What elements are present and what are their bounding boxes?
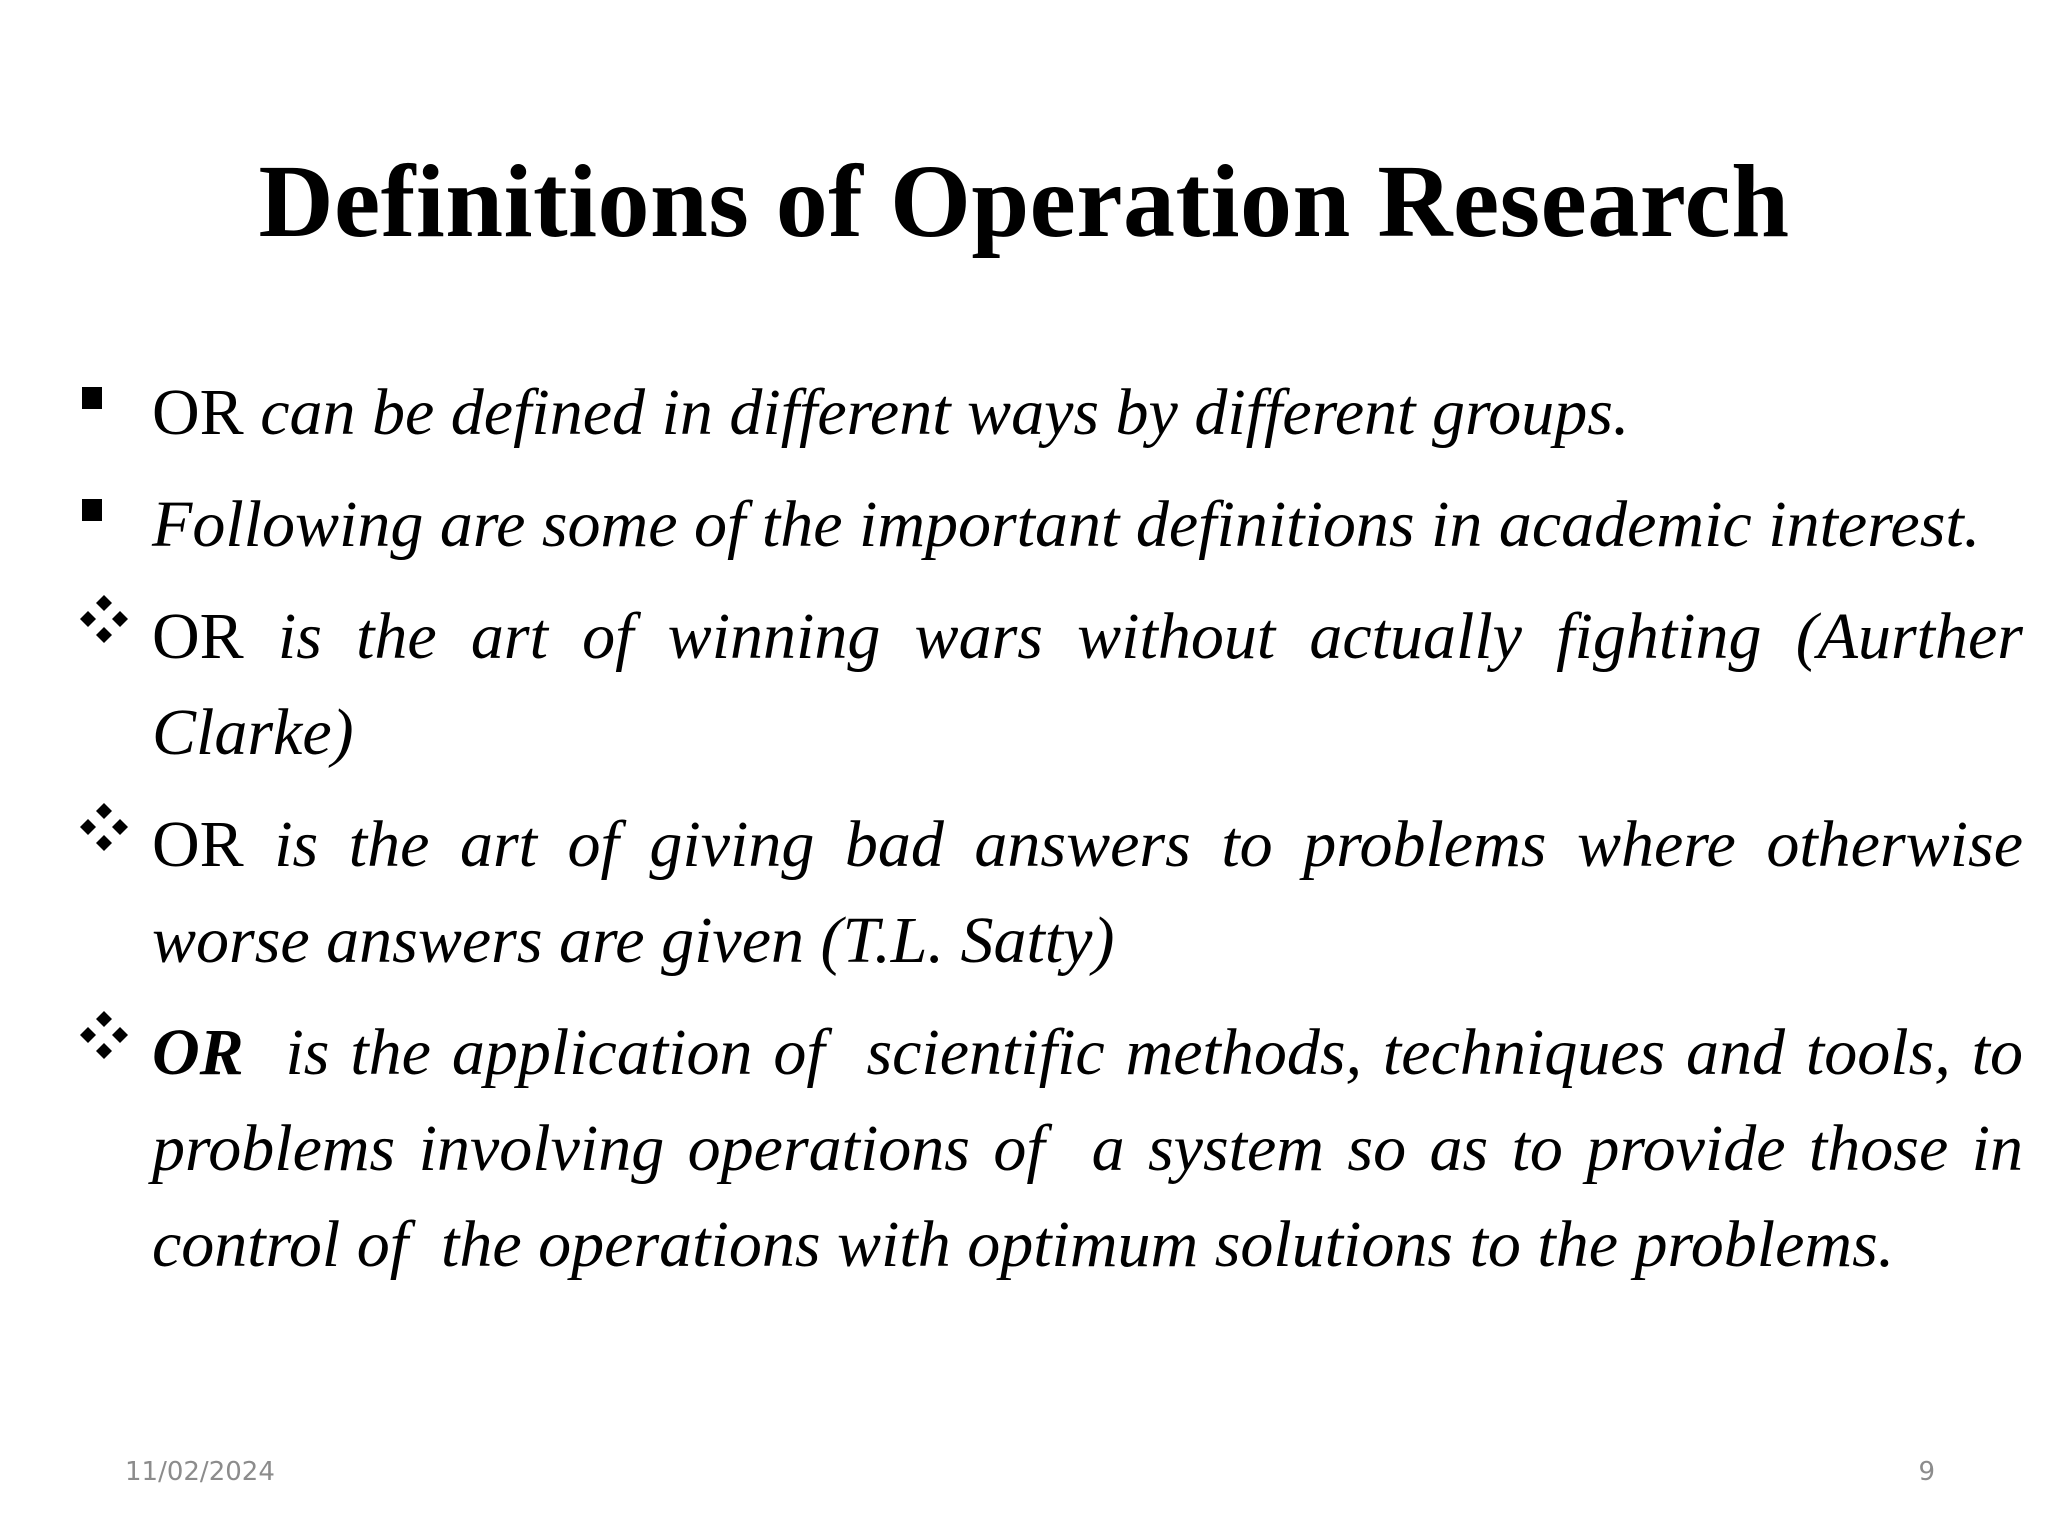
list-item: [78, 1005, 2040, 1293]
list-item: [78, 589, 2023, 781]
bullet-list: [78, 365, 2040, 1309]
slide-title: Definitions of Operation Research: [258, 144, 1790, 259]
four-diamond-bullet-icon: [76, 591, 132, 647]
or-abbreviation: OR: [152, 376, 244, 449]
list-item: [78, 365, 2023, 461]
list-item-text: Following are some of the important definitions in academic interest.: [152, 488, 1981, 561]
list-item-text: is the art of winning wars without actually fighting (Aurther Clarke): [152, 600, 2023, 769]
footer-date: 11/02/2024: [125, 1457, 275, 1487]
square-bullet-icon: [82, 499, 102, 521]
or-abbreviation-bold: OR: [152, 1016, 244, 1089]
four-diamond-bullet-icon: [76, 799, 132, 855]
list-item-text: is the art of giving bad answers to problems where otherwise worse answers are given (T.L. Satty): [152, 808, 2023, 977]
square-bullet-icon: [82, 387, 102, 409]
list-item-text: can be defined in different ways by different groups.: [243, 376, 1630, 449]
list-item: [78, 797, 2023, 989]
or-abbreviation: OR: [152, 600, 244, 673]
list-item: [78, 477, 2023, 573]
or-abbreviation: OR: [152, 808, 244, 881]
four-diamond-bullet-icon: [76, 1007, 132, 1063]
list-item-text: is the application of scientific methods, techniques and tools, to problems involving operations of a system so as to provide those in control of the operations with optimum solutions to the problems.: [152, 1016, 2040, 1281]
slide-number: 9: [1918, 1457, 1935, 1487]
